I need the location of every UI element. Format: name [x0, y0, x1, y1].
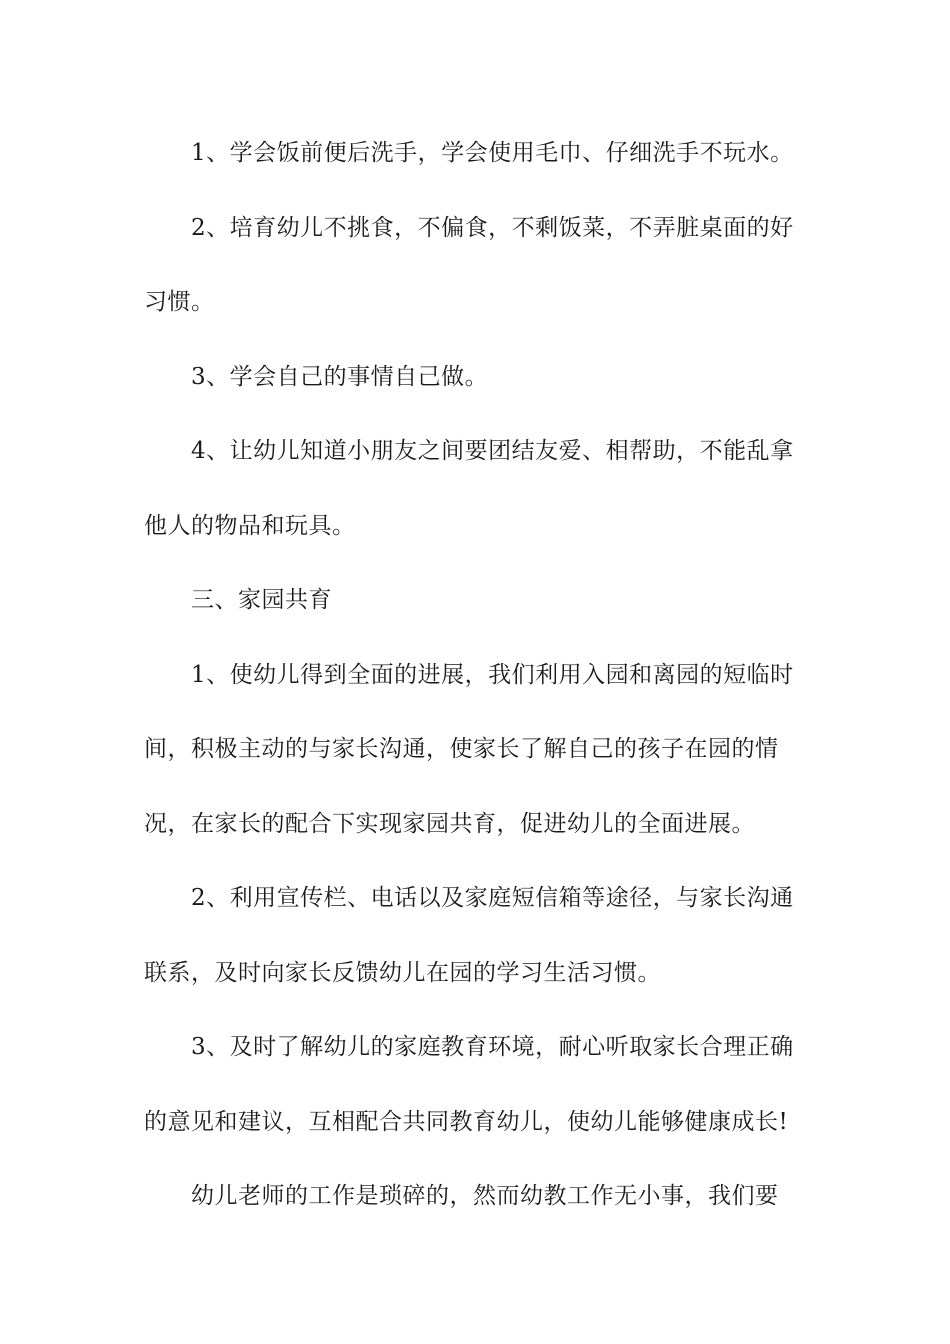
section-heading: 三、家园共育 — [191, 587, 332, 613]
paragraph-line: 幼儿老师的工作是琐碎的，然而幼教工作无小事，我们要 — [191, 1183, 779, 1209]
paragraph-line: 间，积极主动的与家长沟通，使家长了解自己的孩子在园的情 — [144, 736, 779, 762]
paragraph-line: 3、及时了解幼儿的家庭教育环境，耐心听取家长合理正确 — [191, 1034, 794, 1060]
paragraph-line: 况，在家长的配合下实现家园共育，促进幼儿的全面进展。 — [144, 810, 755, 837]
paragraph-line: 联系，及时向家长反馈幼儿在园的学习生活习惯。 — [144, 959, 661, 986]
paragraph-line: 3、学会自己的事情自己做。 — [191, 363, 489, 390]
paragraph-line: 4、让幼儿知道小朋友之间要团结友爱、相帮助，不能乱拿 — [191, 438, 794, 464]
document-body — [144, 116, 809, 1234]
paragraph-line: 1、使幼儿得到全面的进展，我们利用入园和离园的短临时 — [191, 661, 794, 688]
paragraph-line: 2、培育幼儿不挑食，不偏食，不剩饭菜，不弄脏桌面的好 — [191, 214, 794, 241]
paragraph-line: 1、学会饭前便后洗手，学会使用毛巾、仔细洗手不玩水。 — [191, 140, 794, 166]
paragraph-line: 2、利用宣传栏、电话以及家庭短信箱等途径，与家长沟通 — [191, 885, 794, 911]
paragraph-line: 的意见和建议，互相配合共同教育幼儿，使幼儿能够健康成长! — [144, 1108, 789, 1135]
paragraph-line: 他人的物品和玩具。 — [144, 512, 356, 539]
paragraph-line: 习惯。 — [144, 289, 215, 315]
